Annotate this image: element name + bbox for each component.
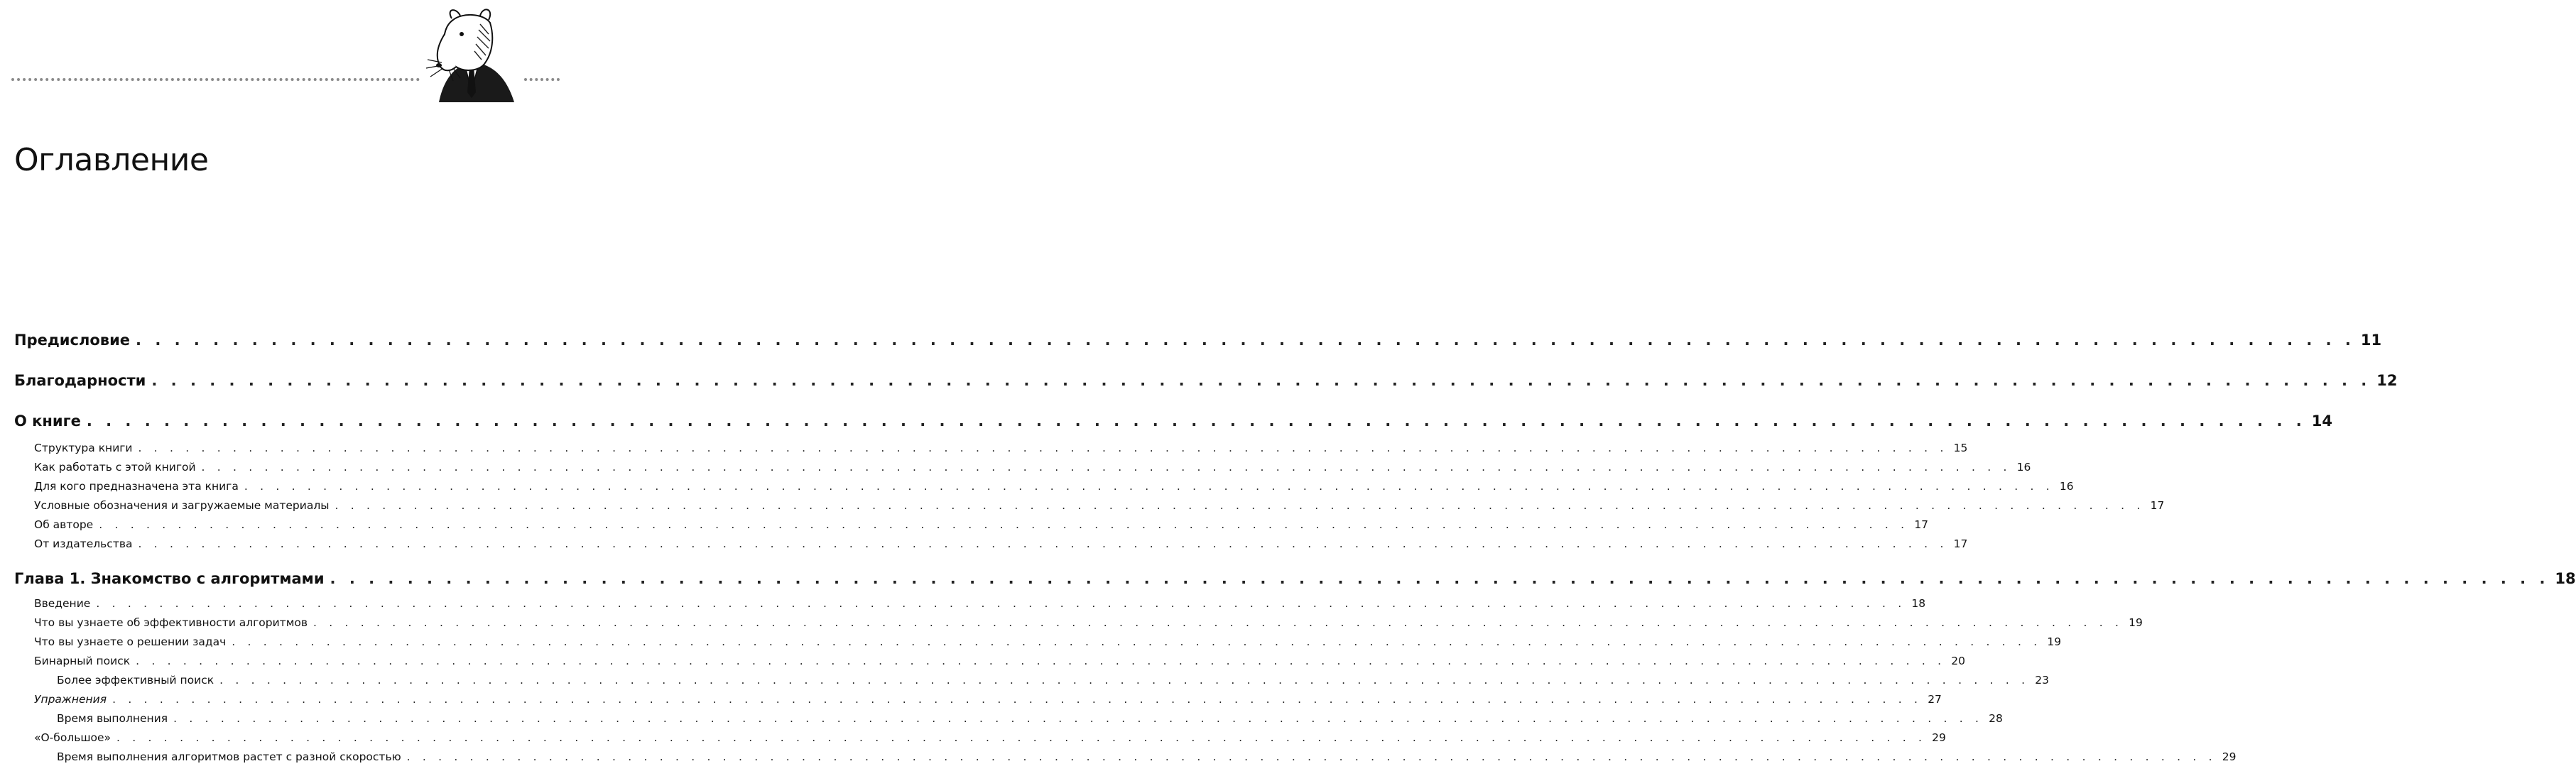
- toc-entry-title: Введение: [34, 597, 91, 610]
- toc-entry-title: Благодарности: [14, 372, 146, 389]
- toc-leader-dots: . . . . . . . . . . . . . . . . . . . . . . . . . . . . . . . . . . . . . . . . . . . . . . . . . . . . . . . . . . . . . . . . . . . . . . . . . . . . . . . . . . . . . . . . . . . . . . . . . . . . . . . . . . . . . . . . . . .: [99, 518, 1909, 531]
- toc-entry-page: 29: [2222, 750, 2237, 763]
- toc-entry-page: 16: [2059, 480, 2074, 493]
- toc-entry-page: 12: [2376, 372, 2398, 389]
- toc-entry-title: Время выполнения: [57, 712, 168, 725]
- toc-entry-about-book[interactable]: [14, 412, 2332, 432]
- toc-entry-page: 19: [2047, 635, 2062, 648]
- toc-entry-audience[interactable]: [34, 480, 2074, 496]
- toc-leader-dots: . . . . . . . . . . . . . . . . . . . . . . . . . . . . . . . . . . . . . . . . . . . . . . . . . . . . . . . . . . . . . . . . . . . . . . . . . . . . . . . . . . . . . . . . . . . . . . . . . . . . . . . . . . . . . . . . . . .: [335, 499, 2145, 512]
- toc-entry-running-time[interactable]: [57, 712, 2003, 728]
- toc-entry-page: 29: [1932, 731, 1946, 744]
- toc-entry-title: От издательства: [34, 537, 133, 550]
- toc-leader-dots: . . . . . . . . . . . . . . . . . . . . . . . . . . . . . . . . . . . . . . . . . . . . . . . . . . . . . . . . . . . . . . . . . . . . . . . . . . . . . . . . . . . . . . . . . . . . . . . . . . . . . . . . . . . . . . . . . . .: [151, 372, 2371, 389]
- toc-entry-book-structure[interactable]: [34, 442, 1968, 457]
- toc-entry-preface[interactable]: [14, 332, 2382, 351]
- toc-entry-title: Глава 1. Знакомство с алгоритмами: [14, 570, 325, 587]
- toc-entry-title: Предисловие: [14, 332, 131, 349]
- toc-entry-title: О книге: [14, 412, 81, 430]
- header-dotted-rule-right: [524, 78, 560, 81]
- toc-entry-page: 14: [2311, 412, 2332, 430]
- toc-leader-dots: . . . . . . . . . . . . . . . . . . . . . . . . . . . . . . . . . . . . . . . . . . . . . . . . . . . . . . . . . . . . . . . . . . . . . . . . . . . . . . . . . . . . . . . . . . . . . . . . . . . . . . . . . . . . . . . . . . .: [138, 537, 1948, 550]
- toc-entry-from-publisher[interactable]: [34, 537, 1968, 553]
- toc-entry-conventions[interactable]: [34, 499, 2165, 515]
- toc-entry-page: 17: [2150, 499, 2165, 512]
- toc-entry-acknowledgements[interactable]: [14, 372, 2398, 392]
- toc-entry-title: Более эффективный поиск: [57, 674, 214, 687]
- toc-leader-dots: . . . . . . . . . . . . . . . . . . . . . . . . . . . . . . . . . . . . . . . . . . . . . . . . . . . . . . . . . . . . . . . . . . . . . . . . . . . . . . . . . . . . . . . . . . . . . . . . . . . . . . . . . . . . . . . . . . .: [136, 655, 1946, 667]
- toc-leader-dots: . . . . . . . . . . . . . . . . . . . . . . . . . . . . . . . . . . . . . . . . . . . . . . . . . . . . . . . . . . . . . . . . . . . . . . . . . . . . . . . . . . . . . . . . . . . . . . . . . . . . . . . . . . . . . . . . . . .: [232, 635, 2042, 648]
- toc-entry-title: «О-большое»: [34, 731, 112, 744]
- toc-entry-page: 27: [1928, 693, 1942, 706]
- toc-entry-exercises[interactable]: [34, 693, 1942, 709]
- toc-entry-big-o[interactable]: [34, 731, 1946, 747]
- toc-entry-page: 17: [1953, 537, 1968, 550]
- toc-leader-dots: . . . . . . . . . . . . . . . . . . . . . . . . . . . . . . . . . . . . . . . . . . . . . . . . . . . . . . . . . . . . . . . . . . . . . . . . . . . . . . . . . . . . . . . . . . . . . . . . . . . . . . . . . . . . . . . . . . .: [244, 480, 2054, 493]
- toc-entry-about-author[interactable]: [34, 518, 1929, 534]
- toc-entry-title: Структура книги: [34, 442, 133, 454]
- toc-entry-efficiency[interactable]: [34, 616, 2143, 632]
- toc-leader-dots: . . . . . . . . . . . . . . . . . . . . . . . . . . . . . . . . . . . . . . . . . . . . . . . . . . . . . . . . . . . . . . . . . . . . . . . . . . . . . . . . . . . . . . . . . . . . . . . . . . . . . . . . . . . . . . . . . . .: [136, 332, 2355, 349]
- toc-entry-page: 28: [1989, 712, 2003, 725]
- toc-entry-page: 18: [1911, 597, 1926, 610]
- toc-leader-dots: . . . . . . . . . . . . . . . . . . . . . . . . . . . . . . . . . . . . . . . . . . . . . . . . . . . . . . . . . . . . . . . . . . . . . . . . . . . . . . . . . . . . . . . . . . . . . . . . . . . . . . . . . . . . . . . . . . .: [173, 712, 1984, 725]
- toc-entry-title: Об авторе: [34, 518, 94, 531]
- toc-leader-dots: . . . . . . . . . . . . . . . . . . . . . . . . . . . . . . . . . . . . . . . . . . . . . . . . . . . . . . . . . . . . . . . . . . . . . . . . . . . . . . . . . . . . . . . . . . . . . . . . . . . . . . . . . . . . . . . . . . .: [313, 616, 2124, 629]
- toc-leader-dots: . . . . . . . . . . . . . . . . . . . . . . . . . . . . . . . . . . . . . . . . . . . . . . . . . . . . . . . . . . . . . . . . . . . . . . . . . . . . . . . . . . . . . . . . . . . . . . . . . . . . . . . . . . . . . . . . . . .: [112, 693, 1923, 706]
- toc-entry-title: Что вы узнаете об эффективности алгоритмов: [34, 616, 308, 629]
- toc-entry-introduction[interactable]: [34, 597, 1926, 613]
- toc-entry-title: Время выполнения алгоритмов растет с разной скоростью: [57, 750, 401, 763]
- page-title: Оглавление: [14, 142, 209, 178]
- toc-entry-page: 19: [2129, 616, 2143, 629]
- toc-entry-page: 17: [1914, 518, 1929, 531]
- toc-entry-page: 20: [1951, 655, 1965, 667]
- toc-entry-title: Для кого предназначена эта книга: [34, 480, 239, 493]
- toc-entry-page: 11: [2360, 332, 2382, 349]
- toc-leader-dots: . . . . . . . . . . . . . . . . . . . . . . . . . . . . . . . . . . . . . . . . . . . . . . . . . . . . . . . . . . . . . . . . . . . . . . . . . . . . . . . . . . . . . . . . . . . . . . . . . . . . . . . . . . . . . . . . . . .: [406, 750, 2217, 763]
- rat-mascot-illustration: [425, 3, 518, 102]
- toc-entry-chapter-1[interactable]: [14, 570, 2576, 590]
- toc-entry-page: 18: [2555, 570, 2576, 587]
- toc-entry-title: Что вы узнаете о решении задач: [34, 635, 227, 648]
- toc-entry-problem-solving[interactable]: [34, 635, 2062, 651]
- toc-entry-growth-rates[interactable]: [57, 750, 2237, 766]
- toc-entry-title: Бинарный поиск: [34, 655, 131, 667]
- toc-leader-dots: . . . . . . . . . . . . . . . . . . . . . . . . . . . . . . . . . . . . . . . . . . . . . . . . . . . . . . . . . . . . . . . . . . . . . . . . . . . . . . . . . . . . . . . . . . . . . . . . . . . . . . . . . . . . . . . . . . .: [138, 442, 1948, 454]
- toc-entry-title: Условные обозначения и загружаемые материалы: [34, 499, 330, 512]
- toc-leader-dots: . . . . . . . . . . . . . . . . . . . . . . . . . . . . . . . . . . . . . . . . . . . . . . . . . . . . . . . . . . . . . . . . . . . . . . . . . . . . . . . . . . . . . . . . . . . . . . . . . . . . . . . . . . . . . . . . . . .: [86, 412, 2306, 430]
- toc-leader-dots: . . . . . . . . . . . . . . . . . . . . . . . . . . . . . . . . . . . . . . . . . . . . . . . . . . . . . . . . . . . . . . . . . . . . . . . . . . . . . . . . . . . . . . . . . . . . . . . . . . . . . . . . . . . . . . . . . . .: [201, 461, 2011, 474]
- toc-leader-dots: . . . . . . . . . . . . . . . . . . . . . . . . . . . . . . . . . . . . . . . . . . . . . . . . . . . . . . . . . . . . . . . . . . . . . . . . . . . . . . . . . . . . . . . . . . . . . . . . . . . . . . . . . . . . . . . . . . .: [219, 674, 2030, 687]
- toc-entry-page: 15: [1953, 442, 1968, 454]
- toc-leader-dots: . . . . . . . . . . . . . . . . . . . . . . . . . . . . . . . . . . . . . . . . . . . . . . . . . . . . . . . . . . . . . . . . . . . . . . . . . . . . . . . . . . . . . . . . . . . . . . . . . . . . . . . . . . . . . . . . . . .: [330, 570, 2550, 587]
- toc-entry-title: Как работать с этой книгой: [34, 461, 196, 474]
- toc-leader-dots: . . . . . . . . . . . . . . . . . . . . . . . . . . . . . . . . . . . . . . . . . . . . . . . . . . . . . . . . . . . . . . . . . . . . . . . . . . . . . . . . . . . . . . . . . . . . . . . . . . . . . . . . . . . . . . . . . . .: [116, 731, 1927, 744]
- toc-entry-binary-search[interactable]: [34, 655, 1965, 670]
- toc-entry-title: Упражнения: [34, 693, 107, 706]
- toc-entry-better-search[interactable]: [57, 674, 2049, 689]
- toc-entry-page: 16: [2016, 461, 2031, 474]
- toc-leader-dots: . . . . . . . . . . . . . . . . . . . . . . . . . . . . . . . . . . . . . . . . . . . . . . . . . . . . . . . . . . . . . . . . . . . . . . . . . . . . . . . . . . . . . . . . . . . . . . . . . . . . . . . . . . . . . . . . . . .: [96, 597, 1906, 610]
- toc-entry-how-to-use[interactable]: [34, 461, 2031, 476]
- header-dotted-rule-left: [11, 78, 420, 81]
- toc-entry-page: 23: [2035, 674, 2049, 687]
